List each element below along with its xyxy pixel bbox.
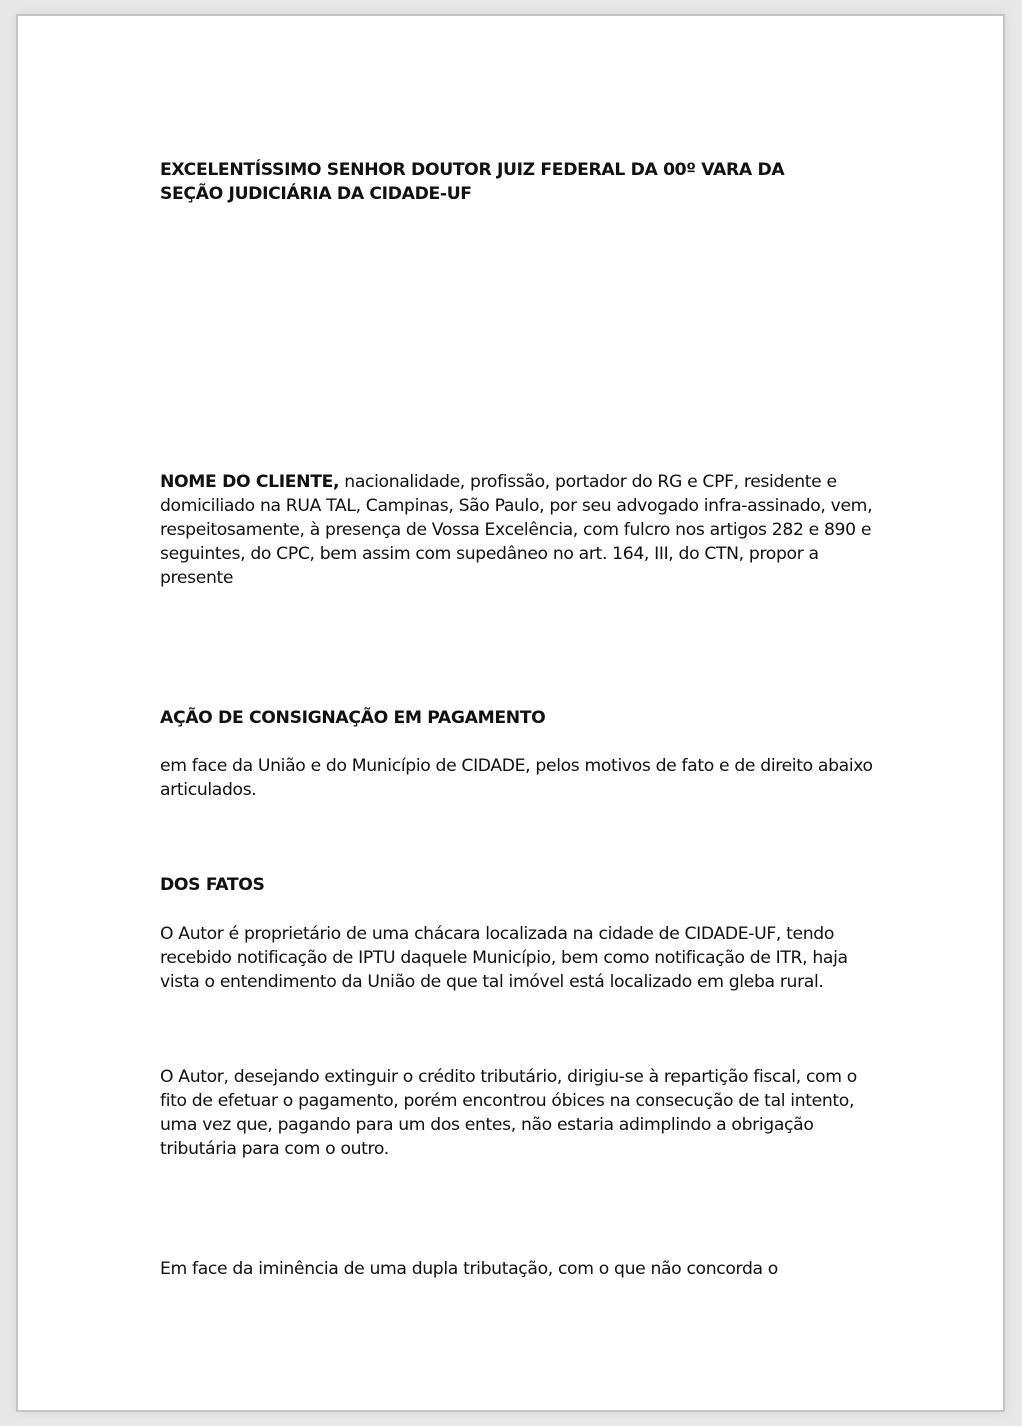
- facts-paragraph-3: Em face da iminência de uma dupla tributação, com o que não concorda o: [160, 1259, 778, 1279]
- against-paragraph: em face da União e do Município de CIDADE, pelos motivos de fato e de direito abaixo articulados.: [160, 756, 873, 800]
- document-page: [16, 14, 1005, 1412]
- addressee: [160, 158, 880, 206]
- addressee-line-1: EXCELENTÍSSIMO SENHOR DOUTOR JUIZ FEDERAL DA 00º VARA DA: [160, 160, 785, 180]
- action-title: AÇÃO DE CONSIGNAÇÃO EM PAGAMENTO: [160, 708, 546, 728]
- addressee-line-2: SEÇÃO JUDICIÁRIA DA CIDADE-UF: [160, 184, 472, 204]
- qualification-paragraph: [160, 470, 880, 590]
- qualification-text: nacionalidade, profissão, portador do RG e CPF, residente e domiciliado na RUA TAL, Campinas, São Paulo, por seu advogado infra-assinado, vem, respeitosamente, à presença de Vossa Excelência, com fulcro nos artigos 282 e 890 e seguintes, do CPC, bem assim com supedâneo no art. 164, III, do CTN, propor a presente: [160, 472, 873, 588]
- facts-heading: DOS FATOS: [160, 875, 265, 895]
- facts-paragraph-2: O Autor, desejando extinguir o crédito tributário, dirigiu-se à repartição fiscal, com o fito de efetuar o pagamento, porém encontrou óbices na consecução de tal intento, uma vez que, pagando para um dos entes, não estaria adimplindo a obrigação tributária para com o outro.: [160, 1067, 857, 1159]
- client-name: NOME DO CLIENTE,: [160, 472, 340, 492]
- facts-paragraph-1: O Autor é proprietário de uma chácara localizada na cidade de CIDADE-UF, tendo recebido notificação de IPTU daquele Município, bem como notificação de ITR, haja vista o entendimento da União de que tal imóvel está localizado em gleba rural.: [160, 924, 848, 992]
